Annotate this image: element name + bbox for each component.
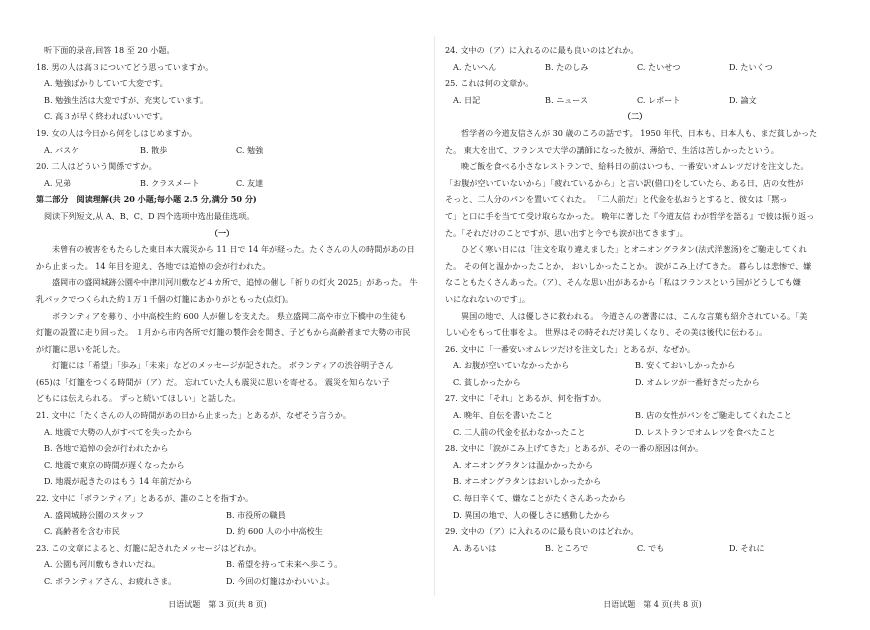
passage1-line: が灯籠に思いを託した。 [36,343,126,354]
passage2-line: て」と口に手を当てて受け取らなかった。 晩年に著した『今道友信 わが哲学を語る』で彼は振り返っ [445,210,815,221]
question-29: 29. 文中の（ア）に入れるのに最も良いのはどれか。 [445,526,639,537]
q19-option-c: C. 勉強 [236,144,264,155]
question-25: 25. これは何の文章か。 [445,78,534,89]
q24-options [445,59,825,76]
passage1-line: から止まった。 14 年目を迎え、各地では追悼の会が行われた。 [36,260,271,271]
q20-option-b: B. クラスメート [140,177,200,188]
q23-options-row-2 [36,573,408,590]
left-page-content [36,42,418,590]
passage2-line: 晩ご飯を食べる小さなレストランで、給料日の前はいつも、一番安いオムレツだけを注文した。 [461,161,809,172]
q22-option-a: A. 盛岡城跡公園のスタッフ [44,509,145,520]
question-28: 28. 文中に「涙がこみ上げてきた」とあるが、その一番の原因は何か。 [445,443,704,454]
q22-option-c: C. 高齢者を含む市民 [44,526,120,537]
q25-options [445,92,825,109]
q23-options-row-1 [36,556,408,573]
q19-option-b: B. 散歩 [140,144,168,155]
q23-option-d: D. 今回の灯籠はかわいいよ。 [226,576,335,586]
question-23: 23. この文章によると、灯籠に記されたメッセージはどれか。 [36,542,262,553]
passage2-line: 哲学者の今道友信さんが 30 歳のころの話です。 1950 年代、日本も、日本人も、まだ貧しかった [461,127,818,138]
q27-option-d: D. レストランでオムレツを食べたこと [635,426,776,437]
q24-option-c: C. たいせつ [637,61,681,72]
question-27: 27. 文中に「それ」とあるが、何を指すか。 [445,393,607,404]
passage2-line: なこともたくさんあった。（ア）、そんな思い出があるから「私はフランスという国がどうしても嫌 [445,277,801,288]
passage1-line: 盛岡市の盛岡城跡公園や中津川河川敷など４カ所で、追悼の催し「祈りの灯火 2025」があった。 牛 [52,277,418,288]
q29-option-b: B. ところで [545,542,589,553]
q21-option-a: A. 地震で大勢の人がすべてを失ったから [44,426,193,437]
q29-option-d: D. それに [729,542,765,553]
right-page [435,0,870,630]
passage1-line: 未曾有の被害をもたらした東日本大震災から 11 日で 14 年が経った。たくさんの人の時間があの日 [52,244,415,255]
passage1-line: (65)は「灯籠をつくる時間が（ア）だ。 忘れていた人も震災に思いを寄せる。 震災を知らない子 [36,376,390,387]
passage2-line: しい心をもって仕事をよ。 世界はその時それだけ美しくなり、その美は後代に伝わる」。 [445,327,768,338]
q22-options-row-1 [36,507,408,524]
question-21: 21. 文中に「たくさんの人の時間があの日から止まった」とあるが、なぜそう言うか。 [36,410,351,421]
section-2-title: （二） [622,111,648,122]
q24-option-d: D. たいくつ [729,61,773,72]
q28-option-d: D. 異国の地で、人の優しさに感動したから [453,509,610,520]
passage2-line: 「お腹が空いていないから」「疲れているから」と言い訳(借口)をしていたら、ある日、店の女性が [445,177,804,188]
q18-option-a: A. 勉強ばかりしていて大変です。 [44,78,168,89]
q23-option-a: A. 公園も河川敷もきれいだね。 [44,559,161,570]
q27-options-row-1 [445,407,825,424]
q24-option-a: A. たいへん [453,61,497,72]
passage2-line: た。「それだけのことですが、思い出すと今でも涙が出てきます」。 [445,227,688,238]
q20-options [36,175,408,192]
q28-option-c: C. 毎日辛くて、嫌なことがたくさんあったから [453,493,626,504]
passage2-line: た。 その何と温かかったことか、 おいしかったことか。 涙がこみ上げてきた。 暮らしは悲惨で、嫌 [445,260,812,271]
passage1-line: ボランティアを募り、小中高校生約 600 人が催しを支えた。 県立盛岡二高や市立下橋中の生徒も [52,310,407,321]
passage2-line: た。 東大を出て、フランスで大学の講師になった彼が、薄給で、生活は苦しかったという。 [445,144,779,155]
q26-options-row-1 [445,357,825,374]
q29-option-c: C. でも [637,542,665,553]
question-26: 26. 文中に「一番安いオムレツだけを注文した」とあるが、なぜか。 [445,343,696,354]
question-19: 19. 女の人は今日から何をしはじめますか。 [36,127,198,138]
listening-instruction: 听下面的录音,回答 18 至 20 小题。 [44,45,175,55]
q26-option-b: B. 安くておいしかったから [635,360,736,371]
passage2-line: そっと、二人分のパンを置いてくれた。 「二人前だ」と代金を払おうとすると、彼女は「黙っ [445,194,788,205]
q25-option-d: D. 論文 [729,94,757,105]
q27-option-b: B. 店の女性がパンをご馳走してくれたこと [635,410,792,421]
q19-option-a: A. バスケ [44,144,80,155]
q22-options-row-2 [36,523,408,540]
q21-option-c: C. 地震で東京の時間が遅くなったから [44,459,185,470]
page-footer-right: 日语试题 第 4 页(共 8 页) [603,600,702,609]
q26-options-row-2 [445,374,825,391]
q26-option-d: D. オムレツが一番好きだったから [635,376,760,387]
q28-option-b: B. オニオングラタンはおいしかったから [453,476,602,487]
q20-option-a: A. 兄弟 [44,177,72,188]
q29-options [445,540,825,557]
q25-option-a: A. 日記 [453,94,481,105]
question-22: 22. 文中に「ボランティア」とあるが、誰のことを指すか。 [36,493,254,504]
q19-options [36,142,408,159]
question-24: 24. 文中の（ア）に入れるのに最も良いのはどれか。 [445,45,639,55]
q28-option-a: A. オニオングラタンは温かかったから [453,459,593,470]
passage2-line: ひどく寒い日には「注文を取り違えました」とオニオングラタン(法式洋葱汤)をご馳走してくれ [461,244,807,255]
section-1-title: （一） [209,227,235,238]
q20-option-c: C. 友達 [236,177,264,188]
q26-option-a: A. お腹が空いていなかったから [453,360,570,371]
part2-instruction: 阅读下列短文,从 A、B、C、D 四个选项中选出最佳选项。 [44,210,255,221]
passage2-line: 異国の地で、人は優しさに救われる。 今道さんの著書には、こんな言葉も紹介されている。「美 [461,310,808,321]
q27-option-a: A. 晩年、自伝を書いたこと [453,410,554,421]
part2-title: 第二部分 阅读理解(共 20 小题;每小题 2.5 分,满分 50 分) [36,194,257,205]
q25-option-b: B. ニュース [545,94,589,105]
passage1-line: 灯籠の設置に走り回った。 １月から市内各所で灯籠の製作会を開き、子どもから高齢者まで大勢の市民 [36,327,411,338]
q23-option-b: B. 希望を持って未来へ歩こう。 [226,559,343,570]
question-18: 18. 男の人は高３についてどう思っていますか。 [36,61,214,72]
passage1-line: 灯籠には「希望」「歩み」「未来」などのメッセージが記された。 ボランティアの渋谷明子さん [52,360,394,371]
q24-option-b: B. たのしみ [545,61,589,72]
q27-option-c: C. 二人前の代金を払わなかったこと [453,426,586,437]
passage2-line: いになれないのです」。 [445,293,530,304]
passage1-line: 乳パックでつくられた約１万１千個の灯籠にあかりがともった(点灯)。 [36,293,294,304]
page-footer-left: 日语试题 第 3 页(共 8 页) [168,600,267,609]
q29-option-a: A. あるいは [453,542,497,553]
q26-option-c: C. 貧しかったから [453,376,521,387]
q18-option-b: B. 勉強生活は大変ですが、充実しています。 [44,94,209,105]
q21-option-b: B. 各地で追悼の会が行われたから [44,443,169,454]
q22-option-d: D. 約 600 人の小中高校生 [226,526,323,537]
q25-option-c: C. レポート [637,94,681,105]
q21-option-d: D. 地震が起きたのはもう 14 年前だから [44,476,193,487]
right-page-content [445,42,825,556]
q22-option-b: B. 市役所の職員 [226,509,286,520]
q18-option-c: C. 高３が早く終わればいいです。 [44,111,168,122]
passage1-line: どもには伝えられる。 ずっと続いてほしい」と話した。 [36,393,241,404]
q23-option-c: C. ボランティアさん、お疲れさま。 [44,576,177,586]
question-20: 20. 二人はどういう関係ですか。 [36,161,157,172]
q27-options-row-2 [445,424,825,441]
